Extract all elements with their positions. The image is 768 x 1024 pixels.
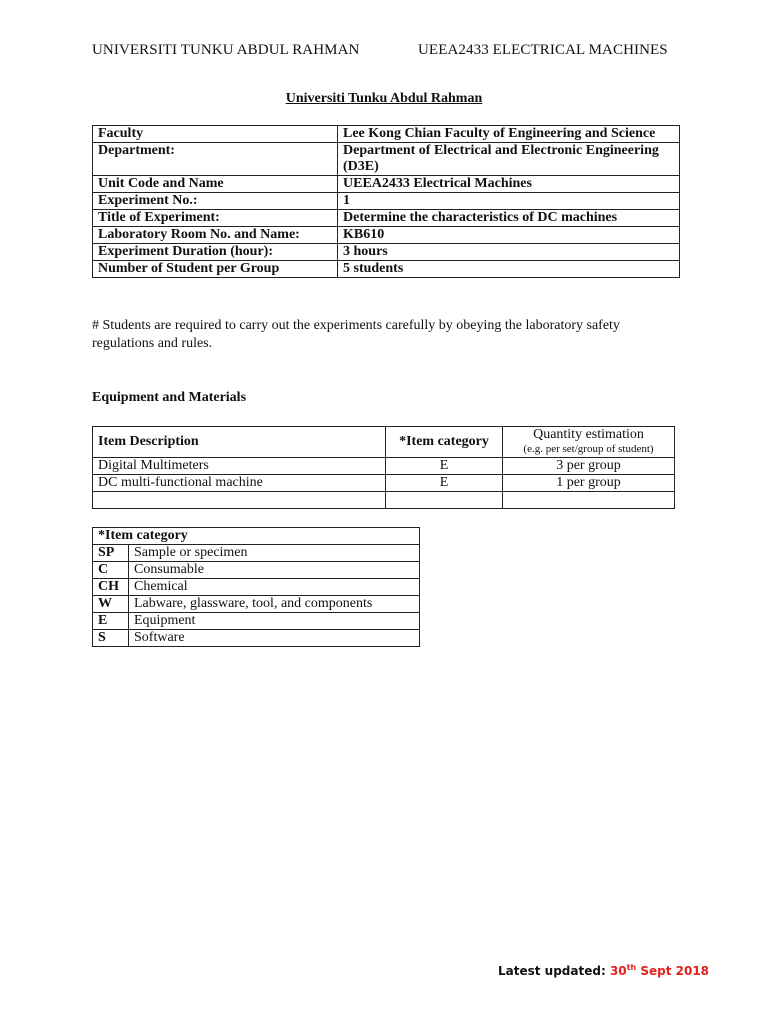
- col-header-description: Item Description: [93, 427, 386, 458]
- item-description: DC multi-functional machine: [93, 475, 386, 492]
- legend-heading: *Item category: [93, 528, 420, 545]
- item-category-legend: [92, 527, 420, 647]
- category-code: CH: [93, 579, 129, 596]
- category-label: Chemical: [129, 579, 420, 596]
- info-label: Experiment Duration (hour):: [93, 244, 338, 261]
- item-category: E: [386, 475, 503, 492]
- item-quantity: 1 per group: [503, 475, 675, 492]
- info-label: Title of Experiment:: [93, 210, 338, 227]
- table-row: [93, 596, 420, 613]
- date-rest: Sept 2018: [636, 964, 710, 978]
- last-updated-date: [610, 964, 709, 978]
- quantity-label: Quantity estimation: [533, 427, 644, 442]
- last-updated: [498, 963, 709, 978]
- table-row: [93, 630, 420, 647]
- info-value: KB610: [338, 227, 680, 244]
- category-label: Equipment: [129, 613, 420, 630]
- last-updated-label: Latest updated:: [498, 964, 610, 978]
- header-university: UNIVERSITI TUNKU ABDUL RAHMAN: [92, 42, 360, 58]
- date-day: 30: [609, 964, 627, 978]
- table-header-row: [93, 528, 420, 545]
- empty-cell: [386, 492, 503, 509]
- table-row: [93, 562, 420, 579]
- quantity-sublabel: (e.g. per set/group of student): [523, 443, 654, 455]
- info-label: Experiment No.:: [93, 193, 338, 210]
- header-course: UEEA2433 ELECTRICAL MACHINES: [418, 42, 668, 58]
- category-label: Software: [129, 630, 420, 647]
- table-row: [93, 545, 420, 562]
- document-title: Universiti Tunku Abdul Rahman: [285, 91, 483, 106]
- info-label: Number of Student per Group: [93, 261, 338, 278]
- table-row: [93, 244, 680, 261]
- col-header-quantity: [503, 427, 675, 458]
- category-label: Sample or specimen: [129, 545, 420, 562]
- item-description: Digital Multimeters: [93, 458, 386, 475]
- category-code: C: [93, 562, 129, 579]
- table-row-empty: [93, 492, 675, 509]
- table-row: [93, 126, 680, 143]
- info-value: 5 students: [338, 261, 680, 278]
- table-row: [93, 193, 680, 210]
- info-label: Faculty: [93, 126, 338, 143]
- category-label: Labware, glassware, tool, and components: [129, 596, 420, 613]
- info-value: 3 hours: [338, 244, 680, 261]
- equipment-heading: Equipment and Materials: [92, 390, 247, 405]
- category-code: S: [93, 630, 129, 647]
- item-quantity: 3 per group: [503, 458, 675, 475]
- category-label: Consumable: [129, 562, 420, 579]
- info-value: Department of Electrical and Electronic Engineering (D3E): [338, 143, 680, 176]
- table-row: [93, 176, 680, 193]
- category-code: SP: [93, 545, 129, 562]
- empty-cell: [503, 492, 675, 509]
- table-row: [93, 210, 680, 227]
- safety-note: # Students are required to carry out the experiments carefully by obeying the laboratory safety regulations and rules.: [92, 318, 620, 351]
- info-value: UEEA2433 Electrical Machines: [338, 176, 680, 193]
- info-label: Department:: [93, 143, 338, 176]
- equipment-table: [92, 426, 675, 509]
- info-label: Unit Code and Name: [93, 176, 338, 193]
- category-code: W: [93, 596, 129, 613]
- info-label: Laboratory Room No. and Name:: [93, 227, 338, 244]
- table-row: [93, 261, 680, 278]
- table-header-row: [93, 427, 675, 458]
- table-row: [93, 613, 420, 630]
- col-header-category: *Item category: [386, 427, 503, 458]
- item-category: E: [386, 458, 503, 475]
- info-value: Lee Kong Chian Faculty of Engineering and Science: [338, 126, 680, 143]
- table-row: [93, 475, 675, 492]
- info-value: Determine the characteristics of DC machines: [338, 210, 680, 227]
- date-suffix: th: [626, 963, 637, 972]
- category-code: E: [93, 613, 129, 630]
- table-row: [93, 227, 680, 244]
- experiment-info-table: [92, 125, 680, 278]
- table-row: [93, 579, 420, 596]
- table-row: [93, 143, 680, 176]
- empty-cell: [93, 492, 386, 509]
- table-row: [93, 458, 675, 475]
- info-value: 1: [338, 193, 680, 210]
